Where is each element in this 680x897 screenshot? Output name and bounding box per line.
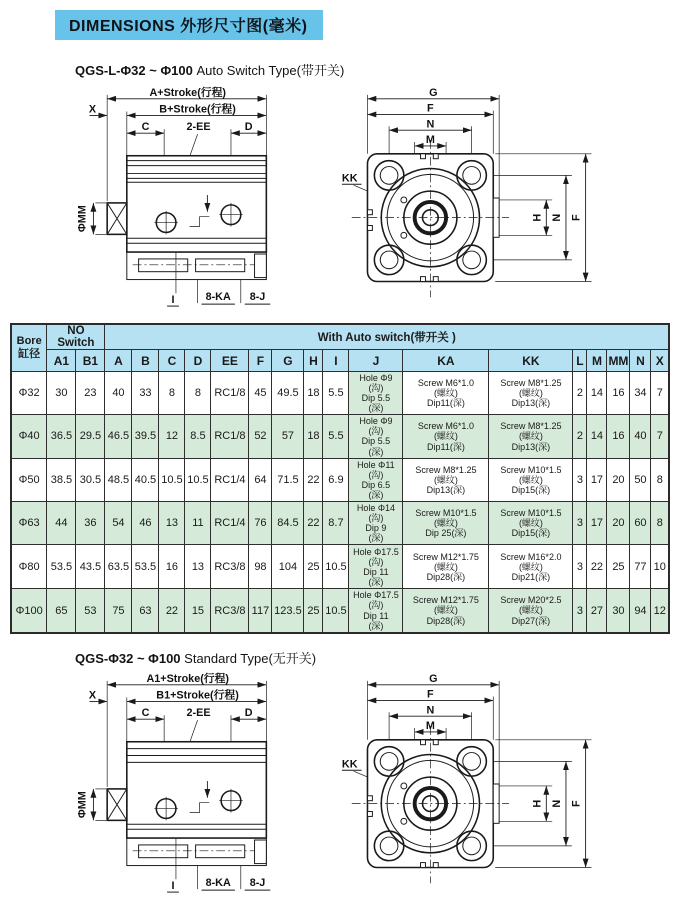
col-group-no-switch: NO Switch xyxy=(47,324,105,350)
table-cell-m: 27 xyxy=(587,589,607,633)
table-cell-kk xyxy=(489,415,573,458)
table-cell-b: 33 xyxy=(132,372,159,415)
table-cell-d: 8 xyxy=(185,372,211,415)
table-cell-j xyxy=(349,458,403,501)
table-cell-j xyxy=(349,415,403,458)
col-header-bore-en: Bore xyxy=(16,335,42,348)
cell-line: Screw M10*1.5 xyxy=(500,507,562,518)
table-cell-a: 63.5 xyxy=(105,545,132,589)
table-row xyxy=(11,501,669,544)
cell-line: Dip 5.5 xyxy=(361,436,391,447)
table-cell-l: 3 xyxy=(573,589,587,633)
section1-model: QGS-L-Φ32 ~ Φ100 xyxy=(75,63,193,78)
cell-line: Hole Φ9 xyxy=(359,416,393,427)
section2-type: Standard Type(无开关) xyxy=(184,650,317,666)
dim-label-m: M xyxy=(425,133,435,146)
cell-line: Dip13(深) xyxy=(426,484,466,495)
table-cell-x: 8 xyxy=(651,458,669,501)
table-cell-a: 46.5 xyxy=(105,415,132,458)
cell-line: Screw M6*1.0 xyxy=(417,421,474,432)
table-cell-f: 64 xyxy=(249,458,272,501)
col-header-letter: F xyxy=(249,350,272,372)
table-cell-c: 8 xyxy=(159,372,185,415)
table-cell-bore: Φ80 xyxy=(11,545,47,589)
cell-line: (沟) xyxy=(368,600,384,611)
table-header-columns xyxy=(11,350,669,372)
table-cell-bore: Φ40 xyxy=(11,415,47,458)
table-cell-l: 3 xyxy=(573,545,587,589)
dim-label-h-right: H xyxy=(531,799,544,808)
dim-label-d: D xyxy=(244,706,253,719)
front-view-standard xyxy=(338,671,633,897)
table-cell-x: 8 xyxy=(651,501,669,544)
table-cell-l: 3 xyxy=(573,501,587,544)
cell-line: (深) xyxy=(368,446,384,457)
table-cell-m: 17 xyxy=(587,458,607,501)
table-cell-ka xyxy=(403,589,489,633)
col-group-with-auto-switch: With Auto switch(带开关 ) xyxy=(105,324,669,350)
cell-line: Dip 25(深) xyxy=(425,528,467,539)
cell-line: Dip28(深) xyxy=(426,571,466,582)
cell-line: (螺纹) xyxy=(433,474,458,485)
dim-label-x: X xyxy=(88,689,97,702)
cell-line: (深) xyxy=(368,489,384,500)
table-cell-b1: 53 xyxy=(76,589,105,633)
drawings-auto-switch xyxy=(0,85,680,311)
table-cell-b1: 43.5 xyxy=(76,545,105,589)
table-cell-a: 54 xyxy=(105,501,132,544)
table-cell-i: 5.5 xyxy=(323,415,349,458)
table-cell-m: 14 xyxy=(587,372,607,415)
table-cell-m: 17 xyxy=(587,501,607,544)
table-cell-ka xyxy=(403,501,489,544)
table-cell-m: 14 xyxy=(587,415,607,458)
table-header-groups xyxy=(11,324,669,350)
dim-label-g: G xyxy=(428,672,438,685)
table-cell-g: 57 xyxy=(272,415,304,458)
col-header-letter: L xyxy=(573,350,587,372)
dim-label-b-stroke: B+Stroke(行程) xyxy=(159,103,236,116)
table-cell-b1: 23 xyxy=(76,372,105,415)
cell-line: (螺纹) xyxy=(518,474,543,485)
table-cell-ee: RC1/8 xyxy=(211,372,249,415)
col-header-letter: D xyxy=(185,350,211,372)
table-row xyxy=(11,415,669,458)
table-body xyxy=(11,372,669,633)
cylinder-front-body xyxy=(351,140,508,297)
table-cell-c: 12 xyxy=(159,415,185,458)
dim-label-c: C xyxy=(141,121,150,134)
table-cell-ee: RC1/4 xyxy=(211,501,249,544)
dim-label-d: D xyxy=(244,121,253,134)
table-cell-bore: Φ63 xyxy=(11,501,47,544)
table-cell-b1: 30.5 xyxy=(76,458,105,501)
table-cell-b1: 29.5 xyxy=(76,415,105,458)
side-view-auto-switch xyxy=(60,85,308,311)
table-row xyxy=(11,372,669,415)
dim-label-m: M xyxy=(425,719,435,732)
cell-line: Screw M12*1.75 xyxy=(412,595,479,606)
col-header-letter: KK xyxy=(489,350,573,372)
dim-label-kk: KK xyxy=(341,172,358,185)
table-cell-mm: 25 xyxy=(607,545,630,589)
table-cell-i: 10.5 xyxy=(323,545,349,589)
drawings-standard xyxy=(0,671,680,897)
table-cell-b1: 36 xyxy=(76,501,105,544)
cell-line: (螺纹) xyxy=(433,518,458,529)
table-cell-n: 50 xyxy=(630,458,651,501)
col-header-letter: M xyxy=(587,350,607,372)
cell-line: Hole Φ17.5 xyxy=(353,590,399,601)
front-view-auto-switch xyxy=(338,85,633,311)
cell-line: Hole Φ14 xyxy=(356,502,396,513)
cell-line: (沟) xyxy=(368,469,384,480)
col-header-bore-cn: 缸径 xyxy=(18,348,41,360)
table-cell-c: 13 xyxy=(159,501,185,544)
dim-label-f-right: F xyxy=(570,800,583,807)
table-cell-i: 6.9 xyxy=(323,458,349,501)
section1-title xyxy=(75,60,680,79)
table-cell-f: 45 xyxy=(249,372,272,415)
table-cell-ee: RC3/8 xyxy=(211,545,249,589)
cell-line: Dip28(深) xyxy=(426,615,466,626)
table-cell-mm: 16 xyxy=(607,415,630,458)
section2-model: QGS-Φ32 ~ Φ100 xyxy=(75,650,181,666)
col-header-letter: I xyxy=(323,350,349,372)
dim-label-b1-stroke: B1+Stroke(行程) xyxy=(156,689,239,702)
table-cell-ka xyxy=(403,545,489,589)
table-cell-g: 71.5 xyxy=(272,458,304,501)
dim-label-kk: KK xyxy=(341,758,358,771)
cell-line: Dip 11 xyxy=(363,566,389,577)
table-cell-i: 5.5 xyxy=(323,372,349,415)
side-view-standard xyxy=(60,671,308,897)
cell-line: (螺纹) xyxy=(518,605,543,616)
dim-label-x: X xyxy=(88,103,97,116)
cell-line: Dip11(深) xyxy=(427,398,465,409)
table-cell-j xyxy=(349,545,403,589)
table-row xyxy=(11,458,669,501)
table-cell-ee: RC1/4 xyxy=(211,458,249,501)
cell-line: Screw M10*1.5 xyxy=(415,507,477,518)
table-cell-ee: RC3/8 xyxy=(211,589,249,633)
cell-line: Dip11(深) xyxy=(427,441,465,452)
table-cell-n: 40 xyxy=(630,415,651,458)
cell-line: (深) xyxy=(368,620,384,631)
cell-line: Dip21(深) xyxy=(511,571,551,582)
cell-line: Dip 11 xyxy=(363,610,389,621)
table-cell-mm: 16 xyxy=(607,372,630,415)
table-cell-n: 60 xyxy=(630,501,651,544)
table-cell-g: 84.5 xyxy=(272,501,304,544)
col-header-letter: B xyxy=(132,350,159,372)
cell-line: (螺纹) xyxy=(433,431,458,442)
table-cell-b: 46 xyxy=(132,501,159,544)
table-cell-mm: 30 xyxy=(607,589,630,633)
dim-label-f-right: F xyxy=(570,214,583,221)
cell-line: (螺纹) xyxy=(433,605,458,616)
table-cell-a1: 30 xyxy=(47,372,76,415)
cell-line: Screw M20*2.5 xyxy=(500,595,562,606)
table-cell-g: 104 xyxy=(272,545,304,589)
table-cell-i: 10.5 xyxy=(323,589,349,633)
col-header-letter: J xyxy=(349,350,403,372)
table-cell-b: 53.5 xyxy=(132,545,159,589)
cell-line: (沟) xyxy=(368,426,384,437)
cell-line: (沟) xyxy=(368,556,384,567)
table-cell-kk xyxy=(489,545,573,589)
cylinder-body-section xyxy=(107,156,270,306)
col-header-letter: A xyxy=(105,350,132,372)
dim-label-a1-stroke: A1+Stroke(行程) xyxy=(146,672,229,685)
cell-line: Hole Φ9 xyxy=(359,373,393,383)
cell-line: Screw M12*1.75 xyxy=(412,551,479,562)
table-cell-x: 7 xyxy=(651,415,669,458)
cell-line: (深) xyxy=(368,576,384,587)
table-cell-kk xyxy=(489,589,573,633)
cell-line: (沟) xyxy=(368,513,384,524)
table-cell-a1: 36.5 xyxy=(47,415,76,458)
table-cell-d: 15 xyxy=(185,589,211,633)
table-cell-ka xyxy=(403,372,489,415)
table-cell-bore: Φ32 xyxy=(11,372,47,415)
col-header-letter: KA xyxy=(403,350,489,372)
table-cell-mm: 20 xyxy=(607,458,630,501)
dim-label-n-right: N xyxy=(550,799,563,808)
table-cell-d: 13 xyxy=(185,545,211,589)
dim-label-c: C xyxy=(141,706,150,719)
table-cell-a1: 53.5 xyxy=(47,545,76,589)
cell-line: Dip 9 xyxy=(365,523,387,534)
table-cell-f: 98 xyxy=(249,545,272,589)
table-cell-d: 10.5 xyxy=(185,458,211,501)
table-cell-mm: 20 xyxy=(607,501,630,544)
table-cell-bore: Φ50 xyxy=(11,458,47,501)
col-header-letter: X xyxy=(651,350,669,372)
cell-line: Dip 6.5 xyxy=(361,479,391,490)
cell-line: Dip27(深) xyxy=(511,615,551,626)
dim-label-2ee: 2-EE xyxy=(186,121,211,134)
table-cell-n: 94 xyxy=(630,589,651,633)
table-cell-l: 3 xyxy=(573,458,587,501)
col-header-letter: B1 xyxy=(76,350,105,372)
table-cell-x: 7 xyxy=(651,372,669,415)
page-title: DIMENSIONS 外形尺寸图(毫米) xyxy=(55,10,323,40)
table-cell-h: 18 xyxy=(304,415,323,458)
table-row xyxy=(11,589,669,633)
cell-line: (螺纹) xyxy=(518,518,543,529)
cell-line: Dip15(深) xyxy=(511,528,551,539)
dim-label-f: F xyxy=(426,688,434,701)
dim-label-8ka: 8-KA xyxy=(205,876,231,889)
col-header-letter: A1 xyxy=(47,350,76,372)
cell-line: Screw M16*2.0 xyxy=(500,551,562,562)
cylinder-front-body xyxy=(351,726,508,883)
table-cell-kk xyxy=(489,372,573,415)
col-header-letter: EE xyxy=(211,350,249,372)
cell-line: Dip13(深) xyxy=(511,441,551,452)
cell-line: Screw M10*1.5 xyxy=(500,464,562,475)
cell-line: (沟) xyxy=(368,383,384,394)
table-row xyxy=(11,545,669,589)
cell-line: (深) xyxy=(368,533,384,544)
section1-type: Auto Switch Type(带开关) xyxy=(196,63,345,78)
cell-line: Dip13(深) xyxy=(511,398,551,409)
table-cell-c: 22 xyxy=(159,589,185,633)
dim-label-mm: ΦMM xyxy=(76,205,89,233)
table-cell-c: 16 xyxy=(159,545,185,589)
table-cell-f: 117 xyxy=(249,589,272,633)
cell-line: Dip 5.5 xyxy=(361,393,391,404)
dim-label-8j: 8-J xyxy=(249,876,266,889)
table-cell-i: 8.7 xyxy=(323,501,349,544)
col-header-letter: H xyxy=(304,350,323,372)
table-cell-f: 76 xyxy=(249,501,272,544)
table-cell-x: 10 xyxy=(651,545,669,589)
table-cell-x: 12 xyxy=(651,589,669,633)
table-cell-g: 123.5 xyxy=(272,589,304,633)
table-cell-ee: RC1/8 xyxy=(211,415,249,458)
section2-title xyxy=(75,648,680,667)
table-cell-b: 40.5 xyxy=(132,458,159,501)
table-cell-c: 10.5 xyxy=(159,458,185,501)
table-cell-ka xyxy=(403,415,489,458)
cell-line: Screw M8*1.25 xyxy=(500,421,562,432)
table-cell-n: 34 xyxy=(630,372,651,415)
dim-label-8ka: 8-KA xyxy=(205,291,231,304)
cell-line: (螺纹) xyxy=(518,431,543,442)
cell-line: Hole Φ17.5 xyxy=(353,546,399,557)
dim-label-8j: 8-J xyxy=(249,291,266,304)
table-cell-h: 25 xyxy=(304,545,323,589)
col-header-letter: C xyxy=(159,350,185,372)
dim-label-n-right: N xyxy=(550,213,563,222)
table-cell-a1: 65 xyxy=(47,589,76,633)
cell-line: (螺纹) xyxy=(518,561,543,572)
table-cell-j xyxy=(349,372,403,415)
dim-label-i: I xyxy=(171,879,175,892)
col-header-letter: N xyxy=(630,350,651,372)
dim-label-n: N xyxy=(426,704,434,717)
table-cell-b: 39.5 xyxy=(132,415,159,458)
table-cell-a: 40 xyxy=(105,372,132,415)
dim-label-h-right: H xyxy=(531,213,544,222)
table-cell-kk xyxy=(489,458,573,501)
cell-line: (螺纹) xyxy=(433,388,458,399)
table-cell-j xyxy=(349,589,403,633)
col-header-letter: G xyxy=(272,350,304,372)
table-cell-a1: 38.5 xyxy=(47,458,76,501)
table-cell-a: 48.5 xyxy=(105,458,132,501)
dim-label-2ee: 2-EE xyxy=(186,706,211,719)
table-cell-n: 77 xyxy=(630,545,651,589)
table-cell-h: 25 xyxy=(304,589,323,633)
table-cell-d: 8.5 xyxy=(185,415,211,458)
cell-line: (深) xyxy=(368,403,384,414)
cell-line: Screw M8*1.25 xyxy=(415,464,477,475)
table-cell-h: 22 xyxy=(304,501,323,544)
table-cell-l: 2 xyxy=(573,415,587,458)
table-cell-h: 18 xyxy=(304,372,323,415)
cell-line: Dip15(深) xyxy=(511,484,551,495)
dimensions-table xyxy=(10,323,670,634)
table-cell-f: 52 xyxy=(249,415,272,458)
table-cell-a1: 44 xyxy=(47,501,76,544)
table-cell-a: 75 xyxy=(105,589,132,633)
dim-label-n: N xyxy=(426,118,434,131)
table-cell-d: 11 xyxy=(185,501,211,544)
table-cell-bore: Φ100 xyxy=(11,589,47,633)
dim-label-a-stroke: A+Stroke(行程) xyxy=(149,86,226,99)
table-cell-h: 22 xyxy=(304,458,323,501)
col-header-bore xyxy=(11,324,47,372)
cell-line: (螺纹) xyxy=(433,561,458,572)
table-cell-ka xyxy=(403,458,489,501)
table-cell-b: 63 xyxy=(132,589,159,633)
dim-label-g: G xyxy=(428,86,438,99)
table-cell-kk xyxy=(489,501,573,544)
table-cell-m: 22 xyxy=(587,545,607,589)
cylinder-body-section xyxy=(107,741,270,891)
table-cell-l: 2 xyxy=(573,372,587,415)
dim-label-f: F xyxy=(426,102,434,115)
table-cell-j xyxy=(349,501,403,544)
cell-line: (螺纹) xyxy=(518,388,543,399)
cell-line: Screw M8*1.25 xyxy=(500,378,562,389)
dim-label-i: I xyxy=(171,294,175,307)
col-header-letter: MM xyxy=(607,350,630,372)
cell-line: Screw M6*1.0 xyxy=(417,378,474,389)
table-cell-g: 49.5 xyxy=(272,372,304,415)
cell-line: Hole Φ11 xyxy=(357,459,395,470)
dim-label-mm: ΦMM xyxy=(76,790,89,818)
